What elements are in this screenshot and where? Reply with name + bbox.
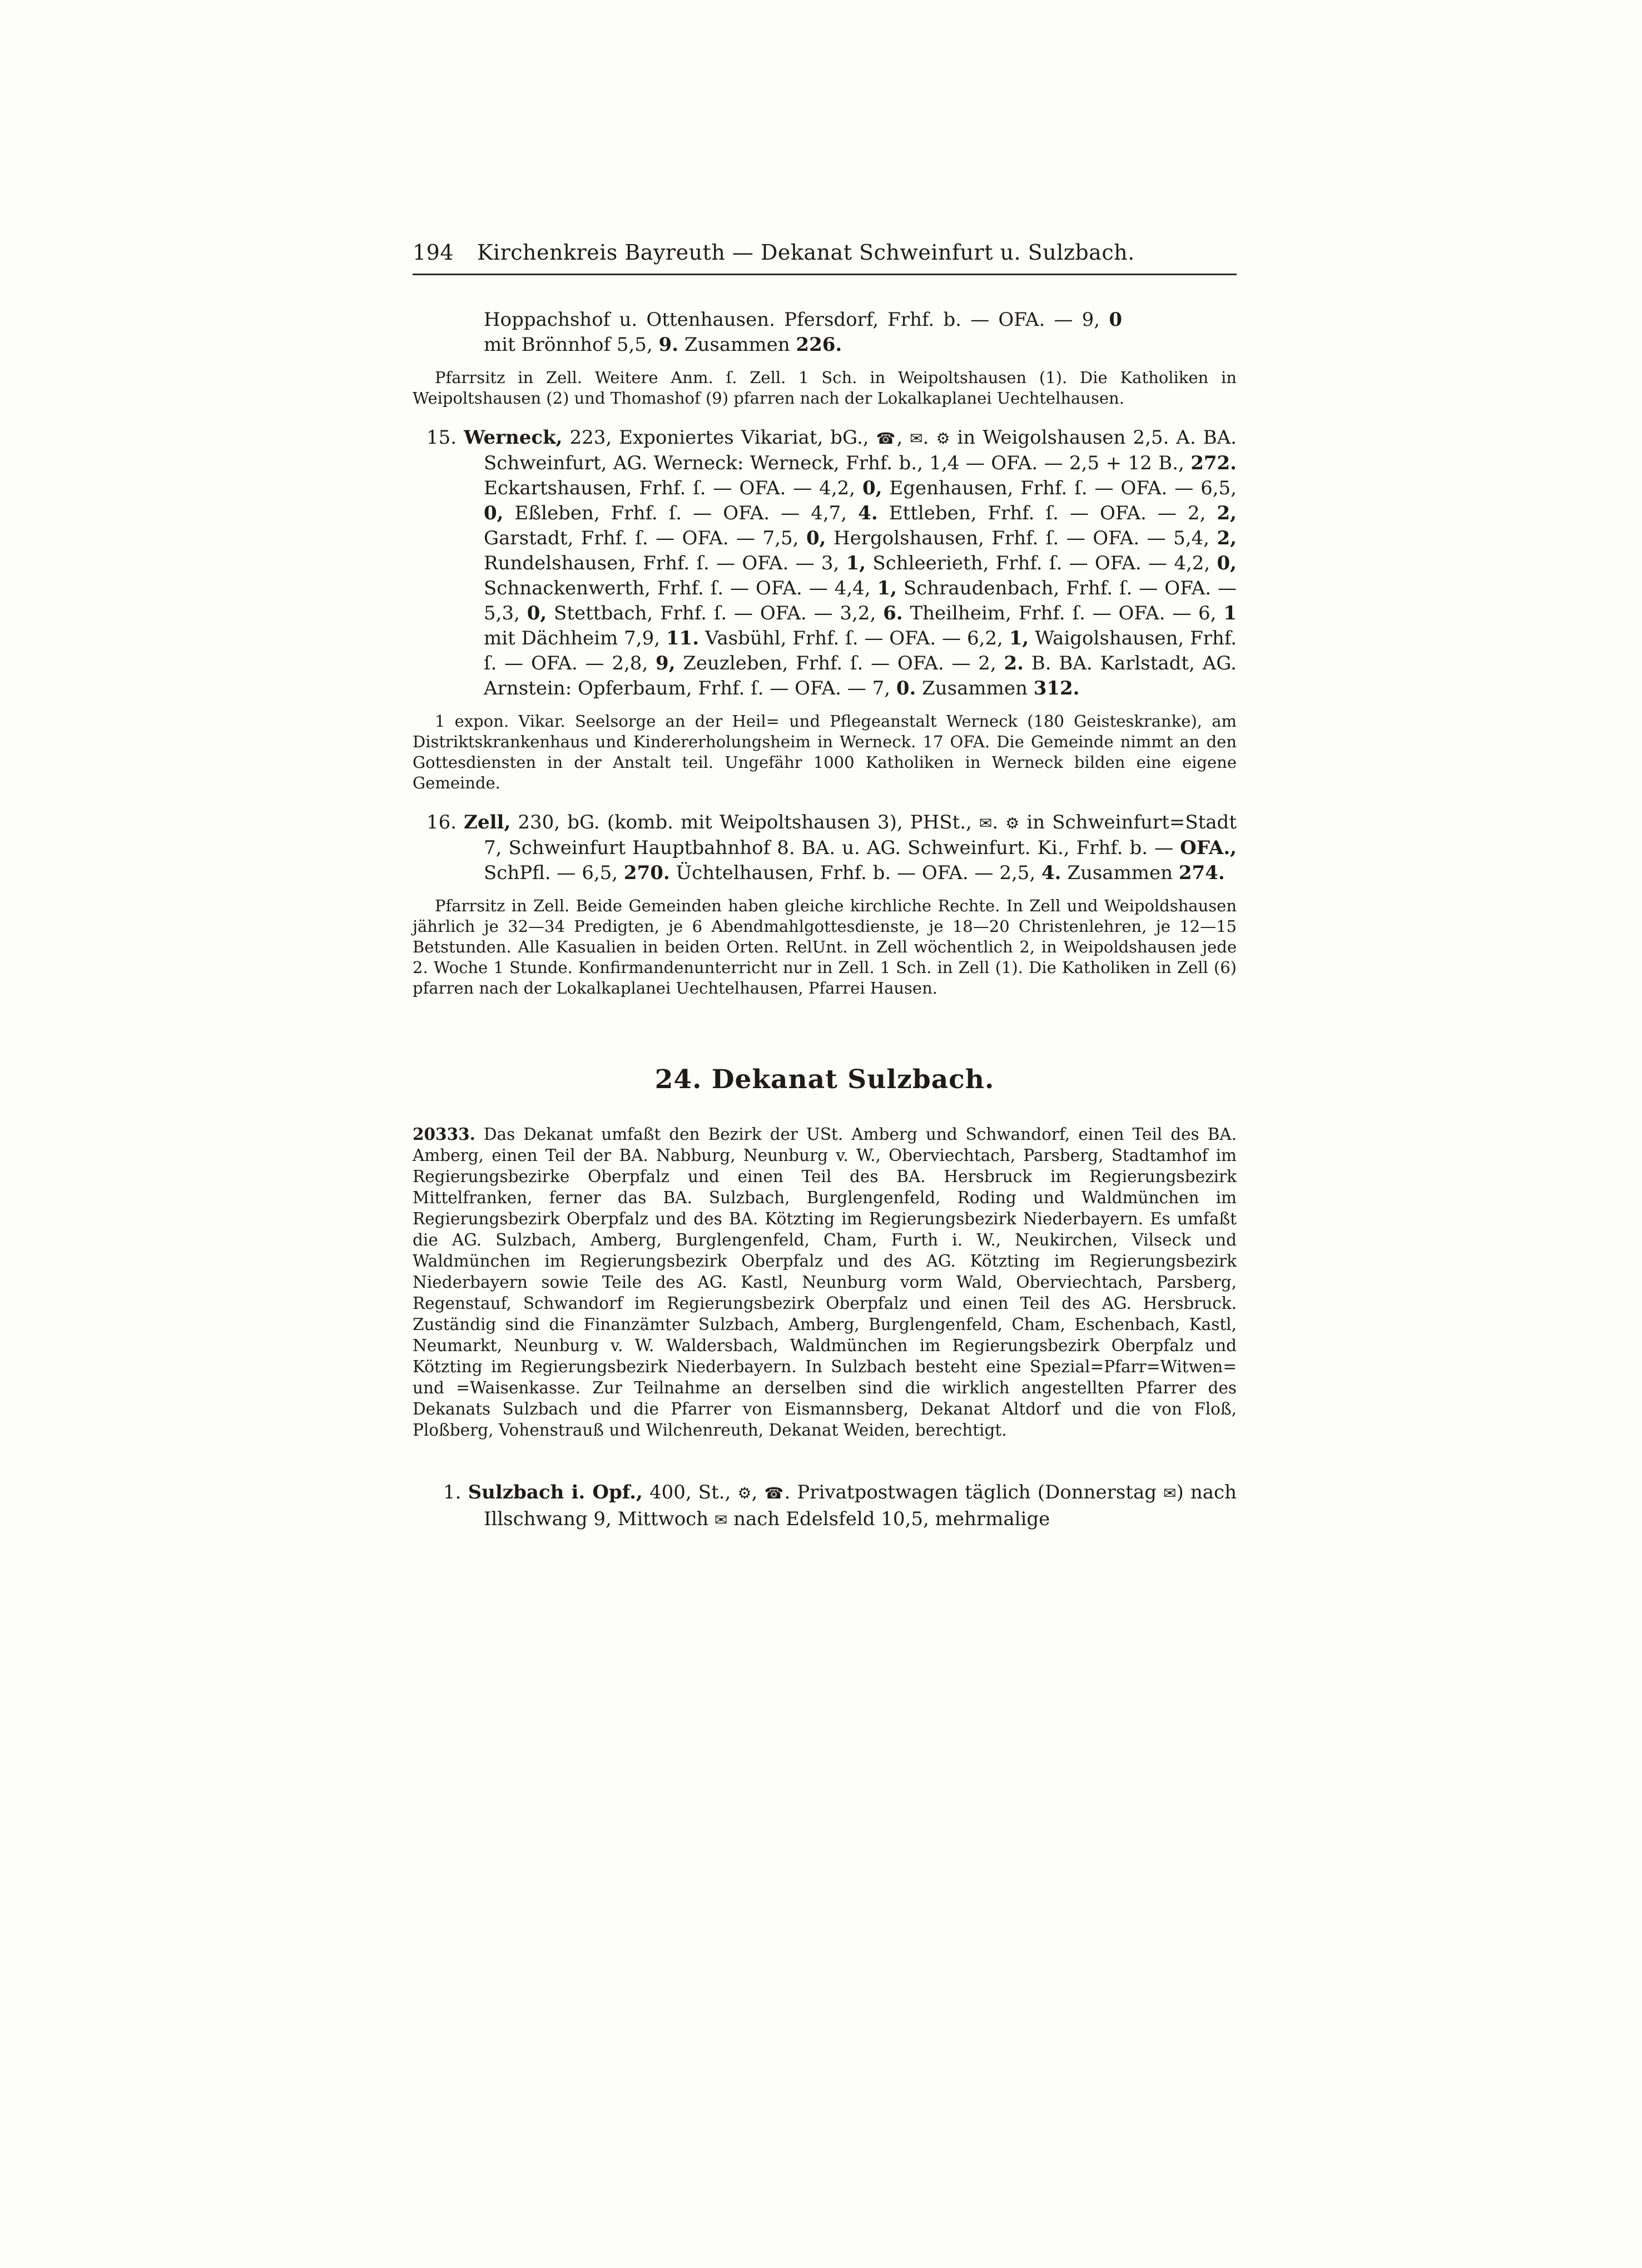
- post-icon: ✉: [910, 429, 923, 448]
- coach-icon: ✉: [715, 1511, 728, 1529]
- entry-14-continuation: Hoppachshof u. Ottenhausen. Pfersdorf, Frhf. b. — OFA. — 9, 0 mit Brönnhof 5,5, 9. Zusammen 226.: [484, 309, 1122, 356]
- footnote-zell: Pfarrsitz in Zell. Beide Gemeinden haben gleiche kirchliche Rechte. In Zell und Weipoldshausen jährlich je 32—34 Predigten, je 6 Abendmahlgottesdienste, je 18—20 Christenlehren, je 12—15 Betstunden. Alle Kasualien in beiden Orten. RelUnt. in Zell wöchentlich 2, in Weipoldshausen jede 2. Woche 1 Stunde. Konfirmandenunterricht nur in Zell. 1 Sch. in Zell (1). Die Katholiken in Zell (6) pfarren nach der Lokalkaplanei Uechtelhausen, Pfarrei Hausen.: [413, 896, 1237, 997]
- coach-icon: ✉: [1163, 1484, 1177, 1502]
- post-icon: ✉: [979, 814, 993, 832]
- header-rule: [413, 274, 1237, 275]
- entry-16-zell: 16. Zell, 230, bG. (komb. mit Weipoltshausen 3), PHSt., ✉. ⚙ in Schweinfurt=Stadt 7, Schweinfurt Hauptbahnhof 8. BA. u. AG. Schweinfurt. Ki., Frhf. b. — OFA., SchPfl. — 6,5, 270. Üchtelhausen, Frhf. b. — OFA. — 2,5, 4. Zusammen 274.: [426, 811, 1237, 884]
- phone-icon: ☎: [876, 429, 897, 448]
- entry-15-werneck: 15. Werneck, 223, Exponiertes Vikariat, bG., ☎, ✉. ⚙ in Weigolshausen 2,5. A. BA. Schweinfurt, AG. Werneck: Werneck, Frhf. b., 1,4 — OFA. — 2,5 + 12 B., 272. Eckartshausen, Frhf. ſ. — OFA. — 4,2, 0, Egenhausen, Frhf. ſ. — OFA. — 6,5, 0, Eßleben, Frhf. ſ. — OFA. — 4,7, 4. Ettleben, Frhf. ſ. — OFA. — 2, 2, Garstadt, Frhf. ſ. — OFA. — 7,5, 0, Hergolshausen, Frhf. ſ. — OFA. — 5,4, 2, Rundelshausen, Frhf. ſ. — OFA. — 3, 1, Schleerieth, Frhf. ſ. — OFA. — 4,2, 0, Schnackenwerth, Frhf. ſ. — OFA. — 4,4, 1, Schraudenbach, Frhf. ſ. — OFA. — 5,3, 0, Stettbach, Frhf. ſ. — OFA. — 3,2, 6. Theilheim, Frhf. ſ. — OFA. — 6, 1 mit Dächheim 7,9, 11. Vasbühl, Frhf. ſ. — OFA. — 6,2, 1, Waigolshausen, Frhf. ſ. — OFA. — 2,8, 9, Zeuzleben, Frhf. ſ. — OFA. — 2, 2. B. BA. Karlstadt, AG. Arnstein: Opferbaum, Frhf. ſ. — OFA. — 7, 0. Zusammen 312.: [426, 426, 1237, 699]
- phone-icon: ☎: [764, 1484, 785, 1502]
- rail-icon: ⚙: [1005, 814, 1020, 832]
- page-header: [413, 240, 1237, 265]
- rail-icon: ⚙: [936, 429, 950, 448]
- footnote-werneck: 1 expon. Vikar. Seelsorge an der Heil= und Pflegeanstalt Werneck (180 Geisteskranke), am Distriktskrankenhaus und Kindererholungsheim in Werneck. 17 OFA. Die Gemeinde nimmt an den Gottesdiensten in der Anstalt teil. Ungefähr 1000 Katholiken in Werneck bilden eine eigene Gemeinde.: [413, 712, 1237, 792]
- entry-1-sulzbach: 1. Sulzbach i. Opf., 400, St., ⚙, ☎. Privatpostwagen täglich (Donnerstag ✉) nach Illschwang 9, Mittwoch ✉ nach Edelsfeld 10,5, mehrmalige: [443, 1481, 1237, 1530]
- rail-icon: ⚙: [737, 1484, 752, 1502]
- dekanat-intro-paragraph: 20333. Das Dekanat umfaßt den Bezirk der USt. Amberg und Schwandorf, einen Teil des BA. Amberg, einen Teil der BA. Nabburg, Neunburg v. W., Oberviechtach, Parsberg, Stadtamhof im Regierungsbezirke Oberpfalz und einen Teil des BA. Hersbruck im Regierungsbezirk Mittelfranken, ferner das BA. Sulzbach, Burglengenfeld, Roding und Waldmünchen im Regierungsbezirk Oberpfalz und des BA. Kötzting im Regierungsbezirk Niederbayern. Es umfaßt die AG. Sulzbach, Amberg, Burglengenfeld, Cham, Furth i. W., Neukirchen, Vilseck und Waldmünchen im Regierungsbezirk Oberpfalz und des AG. Kötzting im Regierungsbezirk Niederbayern sowie Teile des AG. Kastl, Neunburg vorm Wald, Oberviechtach, Parsberg, Regenstauf, Schwandorf im Regierungsbezirk Oberpfalz und einen Teil des AG. Hersbruck. Zuständig sind die Finanzämter Sulzbach, Amberg, Burglengenfeld, Cham, Eschenbach, Kastl, Neumarkt, Neunburg v. W. Waldersbach, Waldmünchen im Regierungsbezirk Oberpfalz und Kötzting im Regierungsbezirk Niederbayern. In Sulzbach besteht eine Spezial=Pfarr=Witwen= und =Waisenkasse. Zur Teilnahme an derselben sind die wirklich angestellten Pfarrer des Dekanats Sulzbach und die Pfarrer von Eismannsberg, Dekanat Altdorf und die von Floß, Ploßberg, Vohenstrauß und Wilchenreuth, Dekanat Weiden, berechtigt.: [413, 1124, 1237, 1440]
- running-title: Kirchenkreis Bayreuth — Dekanat Schweinfurt u. Sulzbach.: [477, 240, 1135, 265]
- page-number: 194: [413, 240, 454, 265]
- footnote-weipoltshausen: Pfarrsitz in Zell. Weitere Anm. ſ. Zell. 1 Sch. in Weipoltshausen (1). Die Katholiken in Weipoltshausen (2) und Thomashof (9) pfarren nach der Lokalkaplanei Uechtelhausen.: [413, 368, 1237, 408]
- text-column: [413, 240, 1237, 1533]
- section-heading-dekanat-sulzbach: 24. Dekanat Sulzbach.: [654, 1064, 995, 1095]
